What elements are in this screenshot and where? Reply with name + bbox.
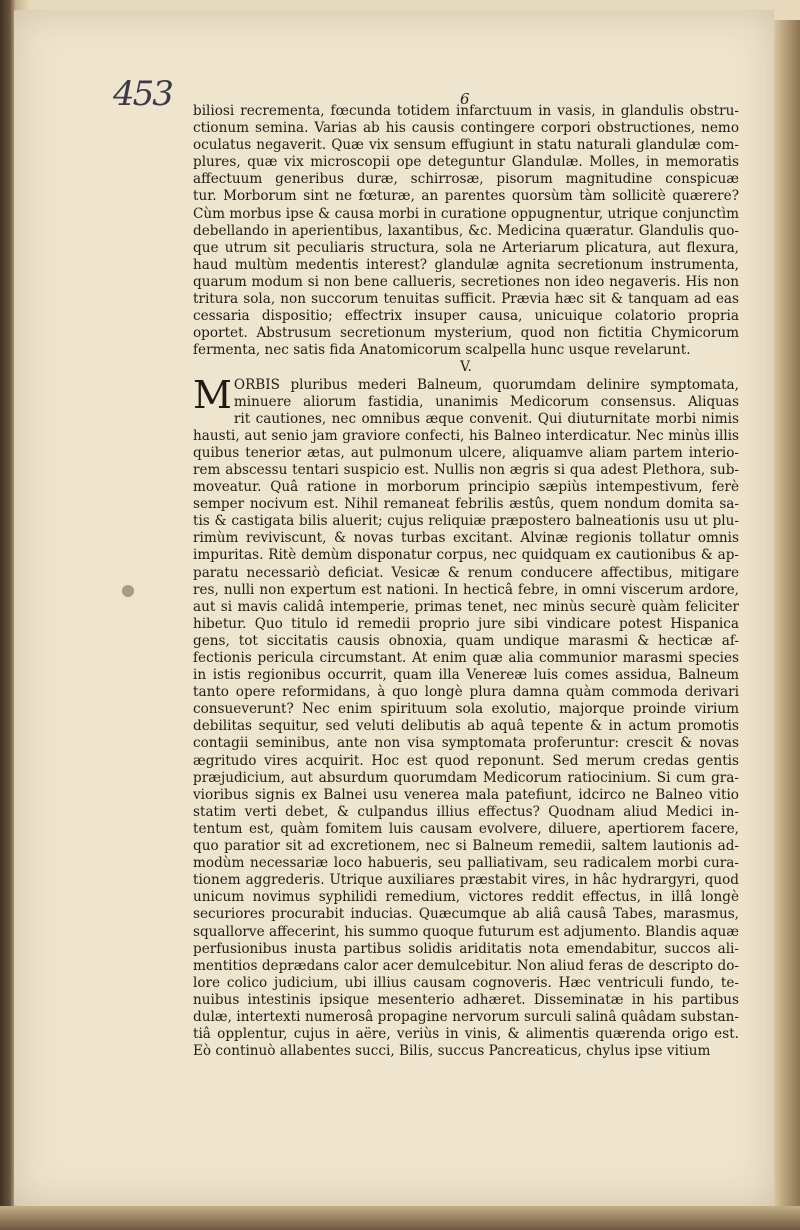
text-line: ægritudo vires acquirit. Hoc est quod reponunt. Sed merum credas gentis — [193, 752, 739, 769]
text-line: tur. Morborum sint ne fœturæ, an parentes quorsùm tàm sollicitè quærere? — [193, 188, 739, 205]
text-line: Eò continuò allabentes succi, Bilis, succus Pancreaticus, chylus ipse vitium — [193, 1043, 711, 1060]
text-line: statim verti debet, & culpandus illius effectus? Quodnam aliud Medici in- — [193, 803, 739, 820]
text-line: oportet. Abstrusum secretionum mysterium, quod non fictitia Chymicorum — [193, 325, 739, 342]
text-line: dulæ, intertexti numerosâ propagine nervorum surculi salinâ quâdam substan- — [193, 1008, 739, 1025]
text-line: cessaria dispositio; effectrix insuper causa, unicuique colatorio propria — [193, 308, 739, 325]
text-line: res, nulli non expertum est nationi. In hecticâ febre, in omni viscerum ardore, — [193, 581, 739, 598]
text-line: tiâ opplentur, cujus in aëre, veriùs in vinis, & alimentis quærenda origo est. — [193, 1026, 739, 1043]
paper-stain — [122, 585, 134, 597]
text-line: præjudicium, aut absurdum quorumdam Medicorum ratiocinium. Si cum gra- — [193, 769, 739, 786]
text-line: vioribus signis ex Balnei usu venerea mala patefiunt, idcirco ne Balneo vitio — [193, 786, 739, 803]
text-line: securiores procurabit inducias. Quæcumque ab aliâ causâ Tabes, marasmus, — [193, 906, 739, 923]
text-line: rit cautiones, nec omnibus æque convenit. Qui diuturnitate morbi nimis — [233, 410, 739, 427]
text-line: contagii seminibus, ante non visa symptomata proferuntur: crescit & novas — [193, 735, 739, 752]
text-line: tritura sola, non succorum tenuitas sufficit. Prævia hæc sit & tanquam ad eas — [193, 291, 739, 308]
text-line: tanto opere reformidans, à quo longè plura damna quàm commoda derivari — [193, 684, 739, 701]
text-line: nuibus intestinis ipsique mesenterio adhæret. Disseminatæ in his partibus — [193, 991, 739, 1008]
drop-cap: M — [193, 372, 232, 417]
text-line: que utrum sit peculiaris structura, sola ne Arteriarum plicatura, aut flexura, — [193, 239, 739, 256]
text-line: modùm necessariæ loco habueris, seu palliativam, seu radicalem morbi cura- — [193, 855, 739, 872]
text-line: squallorve affecerint, his summo quoque futurum est adjumento. Blandis aquæ — [193, 923, 739, 940]
text-line: debilitas sequitur, sed veluti delibutis ab aquâ tepente & in actum promotis — [193, 718, 739, 735]
text-line: quibus tenerior ætas, aut pulmonum ulcere, aliquamve aliam partem interio- — [193, 444, 739, 461]
page-edge-bottom — [0, 1206, 800, 1230]
text-line: quarum modum si non bene callueris, secretiones non ideo negaveris. His non — [193, 273, 739, 290]
text-line: lore colico judicium, ubi illius causam cognoveris. Hæc ventriculi fundo, te- — [193, 974, 739, 991]
text-line: paratu necessariò deficiat. Vesicæ & renum conducere affectibus, mitigare — [193, 564, 739, 581]
text-line: semper nocivum est. Nihil remaneat febrilis æstûs, quem nondum domita sa- — [193, 496, 739, 513]
text-line: fectionis pericula circumstant. At enim quæ alia communior marasmi species — [193, 650, 739, 666]
text-line: tis & castigata bilis aluerit; cujus reliquiæ præpostero balneationis usu ut plu- — [193, 513, 739, 530]
text-line: tentum est, quàm fomitem luis causam evolvere, diluere, apertiorem facere, — [193, 820, 739, 837]
text-line: debellando in aperientibus, laxantibus, &c. Medicina quæratur. Glandulis quo- — [193, 222, 739, 239]
page-edge-right — [774, 20, 800, 1220]
text-line: rem abscessu tentari suspicio est. Nullis non ægris si qua adest Plethora, sub- — [193, 461, 739, 478]
text-line: affectuum generibus duræ, schirrosæ, pisorum magnitudine conspicuæ — [193, 171, 739, 188]
paragraph-two — [193, 372, 739, 1061]
text-line: rimùm reviviscunt, & novas turbas excitant. Alvinæ regionis tollatur omnis — [193, 530, 739, 547]
text-line: aut si mavis calidâ intemperie, primas tenet, nec minùs securè quàm feliciter — [193, 598, 739, 615]
text-line: oculatus negaverit. Quæ vix sensum effugiunt in statu naturali glandulæ com- — [193, 137, 739, 154]
text-line: moveatur. Quâ ratione in morborum principio sæpiùs intempestivum, ferè — [193, 479, 739, 496]
text-line: fermenta, nec satis fida Anatomicorum scalpella hunc usque revelarunt. — [193, 342, 691, 359]
text-line: hausti, aut senio jam graviore confecti, his Balneo interdicatur. Nec minùs illis — [193, 427, 739, 444]
text-line: haud multùm medentis interest? glandulæ agnita secretionum instrumenta, — [193, 256, 739, 273]
text-line: tionem aggrederis. Utrique auxiliares præstabit vires, in hâc hydrargyri, quod — [193, 872, 739, 889]
paragraph-one — [193, 103, 739, 359]
page-text — [193, 103, 739, 1060]
text-line: minuere aliorum fastidia, unanimis Medicorum consensus. Aliquas — [233, 393, 739, 410]
text-line: consueverunt? Nec enim spirituum sola exolutio, majorque proinde virium — [193, 701, 739, 718]
text-line: Cùm morbus ipse & causa morbi in curatione oppugnentur, utrique conjunctìm — [193, 205, 739, 222]
text-line: ctionum semina. Varias ab his causis contingere corpori obstructiones, nemo — [193, 120, 739, 137]
text-line: hibetur. Quo titulo id remedii proprio jure sibi vindicare potest Hispanica — [193, 615, 739, 632]
text-line: impuritas. Ritè demùm disponatur corpus, nec quidquam ex cautionibus & ap- — [193, 547, 739, 564]
section-number: V. — [460, 359, 472, 376]
text-line: biliosi recrementa, fœcunda totidem infarctuum in vasis, in glandulis obstru- — [193, 103, 739, 119]
signature-mark: 6 — [460, 90, 470, 108]
folio-number: 453 — [113, 74, 172, 114]
text-line: mentitios deprædans calor acer demulcebitur. Non aliud feras de descripto do- — [193, 957, 739, 974]
text-line: unicum novimus syphilidi remedium, victores reddit effectus, in illâ longè — [193, 889, 739, 906]
text-line: in istis regionibus occurrit, quam illa Venereæ luis comes assidua, Balneum — [193, 667, 739, 684]
text-line: plures, quæ vix microscopii ope deteguntur Glandulæ. Molles, in memoratis — [193, 154, 739, 171]
text-line: gens, tot siccitatis causis obnoxia, quam undique marasmi & hecticæ af- — [193, 632, 739, 649]
text-line: perfusionibus inusta partibus solidis ariditatis nota emendabitur, succos ali- — [193, 940, 739, 957]
paragraph-two-lines — [193, 372, 739, 1061]
text-line: quo paratior sit ad excretionem, nec si Balneum remedii, saltem lautionis ad- — [193, 838, 739, 855]
text-line: ORBIS pluribus mederi Balneum, quorumdam delinire symptomata, — [233, 376, 739, 393]
